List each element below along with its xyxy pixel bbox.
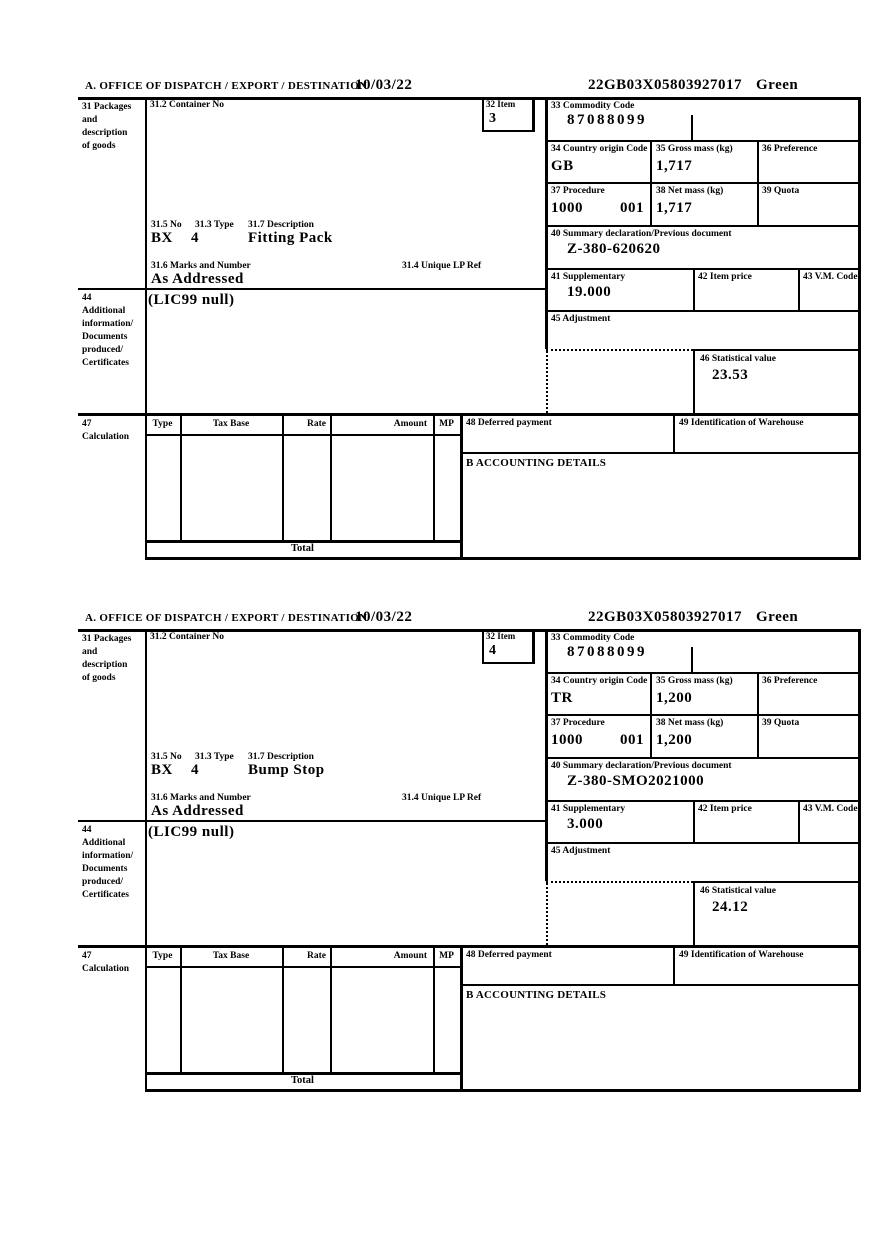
grid-line [460,452,858,454]
calc-rate-header: Rate [307,951,326,961]
grid-line [545,800,860,802]
grid-line [545,182,860,184]
country-origin-label: 34 Country origin Code [551,144,648,154]
label-line: Certificates [82,890,129,900]
adjustment-label: 45 Adjustment [551,314,611,324]
grid-line [545,757,860,759]
routing-indicator: Green [756,609,799,625]
grid-line [693,349,695,413]
label-line: Additional [82,306,126,316]
marks-and-number-value: As Addressed [151,803,244,819]
dotted-grid-line [546,883,548,945]
vm-code-label: 43 V.M. Code [803,272,858,282]
previous-document-value: Z-380-SMO2021000 [567,773,705,789]
item-box-border [482,662,535,664]
packages-description-label [82,101,144,153]
total-label: Total [291,1075,314,1086]
label-line: of goods [82,141,116,151]
grid-line [858,629,861,1092]
label-line: 47 [82,419,92,429]
item-box-border [482,97,484,132]
calc-mp-header: MP [439,951,454,961]
calc-tax-base-header: Tax Base [212,951,250,961]
office-of-dispatch-label: A. OFFICE OF DISPATCH / EXPORT / DESTINATION [85,612,368,624]
item-number-value: 3 [489,111,497,126]
procedure-label: 37 Procedure [551,718,605,728]
quota-label: 39 Quota [762,718,800,728]
additional-information-value: (LIC99 null) [148,292,235,308]
item-box-border [532,629,535,664]
country-origin-value: TR [551,690,573,706]
label-line: Documents [82,864,128,874]
acceptance-date-value: 10/03/22 [355,609,413,625]
procedure-value: 1000 [551,200,583,216]
office-of-dispatch-label: A. OFFICE OF DISPATCH / EXPORT / DESTINATION [85,80,368,92]
label-line: 31 Packages [82,102,132,112]
item-price-label: 42 Item price [698,804,752,814]
grid-line [650,140,652,225]
marks-and-number-value: As Addressed [151,271,244,287]
package-type-value: 4 [191,762,199,778]
net-mass-value: 1,200 [656,732,693,748]
grid-line [858,97,861,560]
procedure-value: 1000 [551,732,583,748]
grid-line [433,947,435,1072]
package-description-label: 31.7 Description [248,752,314,762]
container-no-label: 31.2 Container No [150,632,224,642]
grid-line [757,672,759,757]
marks-and-number-label: 31.6 Marks and Number [151,793,251,803]
procedure-label: 37 Procedure [551,186,605,196]
label-line: 31 Packages [82,634,132,644]
grid-line [545,310,860,312]
label-line: description [82,128,128,138]
supplementary-label: 41 Supplementary [551,272,626,282]
gross-mass-label: 35 Gross mass (kg) [656,144,733,154]
routing-indicator: Green [756,77,799,93]
declaration-item-form [0,0,882,554]
additional-information-value: (LIC99 null) [148,824,235,840]
label-line: description [82,660,128,670]
label-line: and [82,115,98,125]
item-box-border [482,130,535,132]
label-line: Documents [82,332,128,342]
grid-line [693,881,858,883]
commodity-code-divider [691,115,693,140]
declaration-reference [588,77,798,94]
grid-line [673,947,675,984]
grid-line [798,268,800,310]
label-line: and [82,647,98,657]
label-line: of goods [82,673,116,683]
calc-mp-header: MP [439,419,454,429]
item-number-label: 32 Item [486,631,516,641]
preference-label: 36 Preference [762,676,818,686]
preference-label: 36 Preference [762,144,818,154]
grid-line [180,947,182,1072]
grid-line [460,984,858,986]
unique-lp-ref-label: 31.4 Unique LP Ref [402,261,482,271]
previous-document-label: 40 Summary declaration/Previous document [551,761,732,771]
label-line: information/ [82,851,134,861]
package-no-label: 31.5 No [151,752,182,762]
grid-line [693,268,695,310]
grid-line [145,434,460,436]
statistical-value-label: 46 Statistical value [700,886,776,896]
deferred-payment-label: 48 Deferred payment [466,418,552,428]
grid-line [693,881,695,945]
package-description-value: Fitting Pack [248,230,333,246]
statistical-value: 23.53 [712,367,749,383]
label-line: 44 [82,825,92,835]
grid-line [282,947,284,1072]
commodity-code-value: 87088099 [567,112,647,128]
calculation-label [82,418,144,444]
container-no-label: 31.2 Container No [150,100,224,110]
label-line: produced/ [82,345,124,355]
packages-description-label [82,633,144,685]
package-type-label: 31.3 Type [195,752,234,762]
grid-line [78,820,547,822]
grid-line [330,947,332,1072]
calc-tax-base-header: Tax Base [212,419,250,429]
package-description-value: Bump Stop [248,762,325,778]
package-no-value: BX [151,230,173,246]
label-line: information/ [82,319,134,329]
previous-document-label: 40 Summary declaration/Previous document [551,229,732,239]
item-number-value: 4 [489,643,497,658]
label-line: Certificates [82,358,129,368]
item-price-label: 42 Item price [698,272,752,282]
grid-line [180,415,182,540]
grid-line [433,415,435,540]
grid-line [545,225,860,227]
grid-line [330,415,332,540]
warehouse-id-label: 49 Identification of Warehouse [679,418,804,428]
grid-line [757,140,759,225]
calc-rate-header: Rate [307,419,326,429]
grid-line [460,945,463,1092]
unique-lp-ref-label: 31.4 Unique LP Ref [402,793,482,803]
grid-line [693,800,695,842]
net-mass-value: 1,717 [656,200,693,216]
movement-reference-number: 22GB03X05803927017 [588,77,743,93]
package-type-label: 31.3 Type [195,220,234,230]
net-mass-label: 38 Net mass (kg) [656,186,724,196]
grid-line [145,1089,860,1092]
grid-line [798,800,800,842]
commodity-code-label: 33 Commodity Code [551,633,635,643]
item-box-border [532,97,535,132]
accounting-details-label: B ACCOUNTING DETAILS [466,989,607,1001]
procedure-additional-value: 001 [620,732,644,748]
grid-line [693,349,858,351]
declaration-item-form [0,532,882,1086]
grid-line [545,714,860,716]
grid-line [78,945,860,948]
dotted-grid-line [546,351,548,413]
grid-line [282,415,284,540]
label-line: Additional [82,838,126,848]
calculation-label [82,950,144,976]
total-label: Total [291,543,314,554]
additional-information-label [82,292,146,370]
commodity-code-divider [691,647,693,672]
commodity-code-value: 87088099 [567,644,647,660]
gross-mass-value: 1,717 [656,158,693,174]
commodity-code-label: 33 Commodity Code [551,101,635,111]
statistical-value-label: 46 Statistical value [700,354,776,364]
grid-line [145,966,460,968]
supplementary-value: 19.000 [567,284,612,300]
label-line: 44 [82,293,92,303]
calc-type-header: Type [152,419,173,429]
grid-line [545,140,860,142]
grid-line [545,672,860,674]
procedure-additional-value: 001 [620,200,644,216]
grid-line [673,415,675,452]
movement-reference-number: 22GB03X05803927017 [588,609,743,625]
label-line: Calculation [82,432,129,442]
acceptance-date-value: 10/03/22 [355,77,413,93]
marks-and-number-label: 31.6 Marks and Number [151,261,251,271]
net-mass-label: 38 Net mass (kg) [656,718,724,728]
supplementary-value: 3.000 [567,816,604,832]
country-origin-label: 34 Country origin Code [551,676,648,686]
label-line: produced/ [82,877,124,887]
package-type-value: 4 [191,230,199,246]
grid-line [545,268,860,270]
previous-document-value: Z-380-620620 [567,241,661,257]
statistical-value: 24.12 [712,899,749,915]
package-no-value: BX [151,762,173,778]
calc-type-header: Type [152,951,173,961]
label-line: Calculation [82,964,129,974]
grid-line [545,842,860,844]
grid-line [650,672,652,757]
adjustment-label: 45 Adjustment [551,846,611,856]
gross-mass-value: 1,200 [656,690,693,706]
package-description-label: 31.7 Description [248,220,314,230]
grid-line [78,288,547,290]
supplementary-label: 41 Supplementary [551,804,626,814]
label-line: 47 [82,951,92,961]
gross-mass-label: 35 Gross mass (kg) [656,676,733,686]
additional-information-label [82,824,146,902]
declaration-reference [588,609,798,626]
quota-label: 39 Quota [762,186,800,196]
calc-amount-header: Amount [393,951,427,961]
grid-line [78,413,860,416]
country-origin-value: GB [551,158,574,174]
dotted-grid-line [546,349,693,351]
deferred-payment-label: 48 Deferred payment [466,950,552,960]
accounting-details-label: B ACCOUNTING DETAILS [466,457,607,469]
package-no-label: 31.5 No [151,220,182,230]
vm-code-label: 43 V.M. Code [803,804,858,814]
item-box-border [482,629,484,664]
calc-amount-header: Amount [393,419,427,429]
item-number-label: 32 Item [486,99,516,109]
dotted-grid-line [546,881,693,883]
warehouse-id-label: 49 Identification of Warehouse [679,950,804,960]
